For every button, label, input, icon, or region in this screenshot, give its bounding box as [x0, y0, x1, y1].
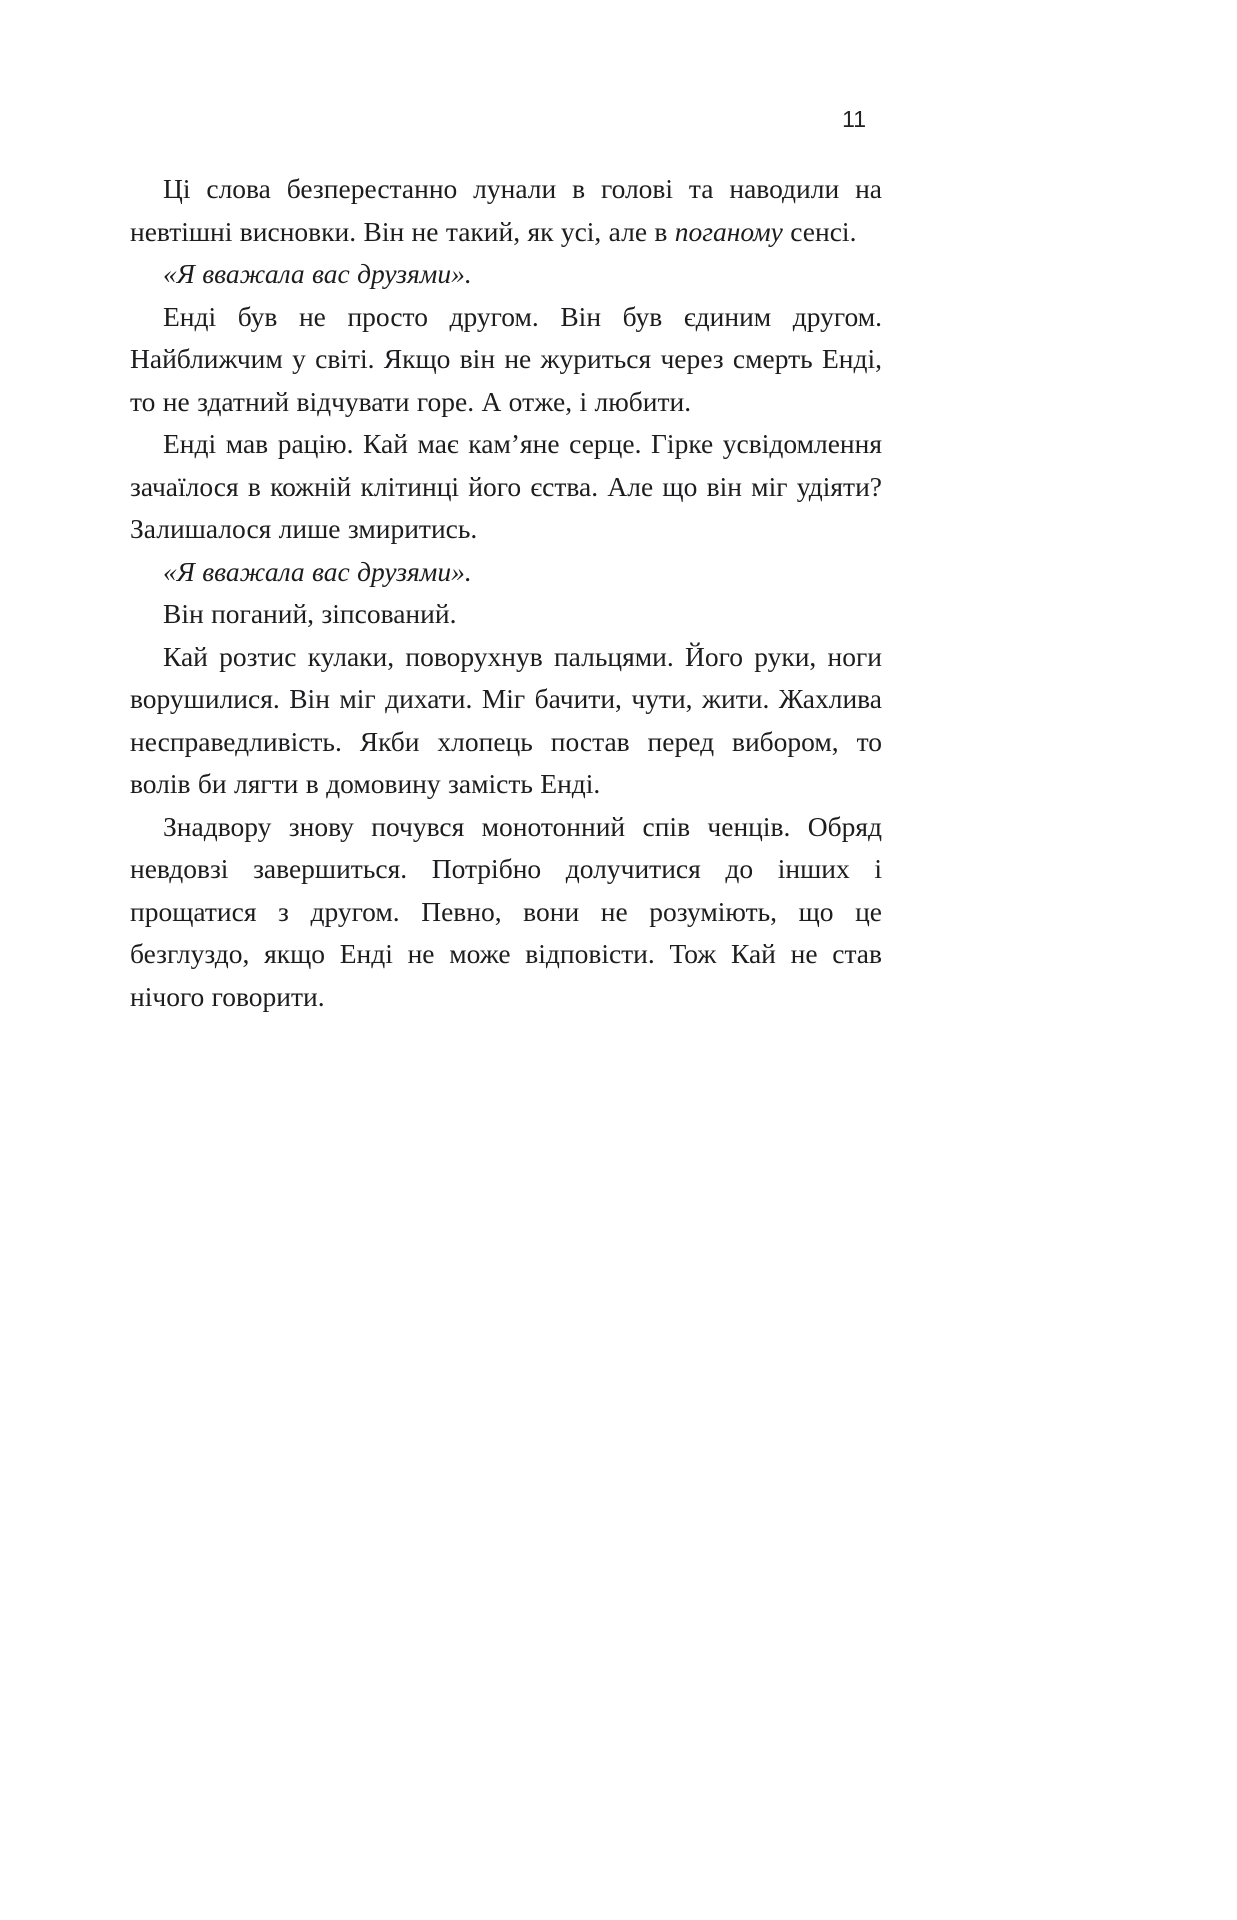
- text-run: Знадвору знову почувся монотонний спів ченців. Обряд невдовзі завершиться. Потрібно долучитися до інших і прощатися з другом. Певно, вони не розуміють, що це безглуздо, якщо Енді не може відповісти. Тож Кай не став нічого говорити.: [130, 810, 882, 1012]
- paragraph: [130, 551, 882, 594]
- paragraph: [130, 636, 882, 806]
- paragraph: [130, 296, 882, 424]
- paragraph: [130, 806, 882, 1019]
- text-run: сенсі.: [782, 215, 857, 247]
- italic-text-run: «Я вважала вас друзями».: [163, 555, 472, 587]
- italic-text-run: «Я вважала вас друзями».: [163, 258, 472, 289]
- italic-text-run: поганому: [674, 215, 783, 247]
- paragraph: [130, 423, 882, 551]
- text-run: Він поганий, зіпсований.: [163, 598, 457, 629]
- paragraph: [130, 253, 882, 296]
- page-number: 11: [842, 106, 866, 132]
- text-run: Кай розтис кулаки, поворухнув пальцями. Його руки, ноги ворушилися. Він міг дихати. Міг бачити, чути, жити. Жахлива несправедливість. Якби хлопець постав перед вибором, то волів би лягти в домовину замість Енді.: [130, 640, 882, 799]
- text-block: [130, 168, 882, 1018]
- text-run: Енді мав рацію. Кай має кам’яне серце. Гірке усвідомлення зачаїлося в кожній клітинці його єства. Але що він міг удіяти? Залишалося лише змиритись.: [130, 428, 882, 544]
- text-run: Ці слова безперестанно лунали в голові та наводили на невтішні висновки. Він не такий, як усі, але в: [130, 173, 882, 247]
- paragraph: [130, 593, 882, 636]
- paragraph: [130, 168, 882, 253]
- text-run: Енді був не просто другом. Він був єдиним другом. Найближчим у світі. Якщо він не журиться через смерть Енді, то не здатний відчувати горе. А отже, і любити.: [130, 300, 882, 417]
